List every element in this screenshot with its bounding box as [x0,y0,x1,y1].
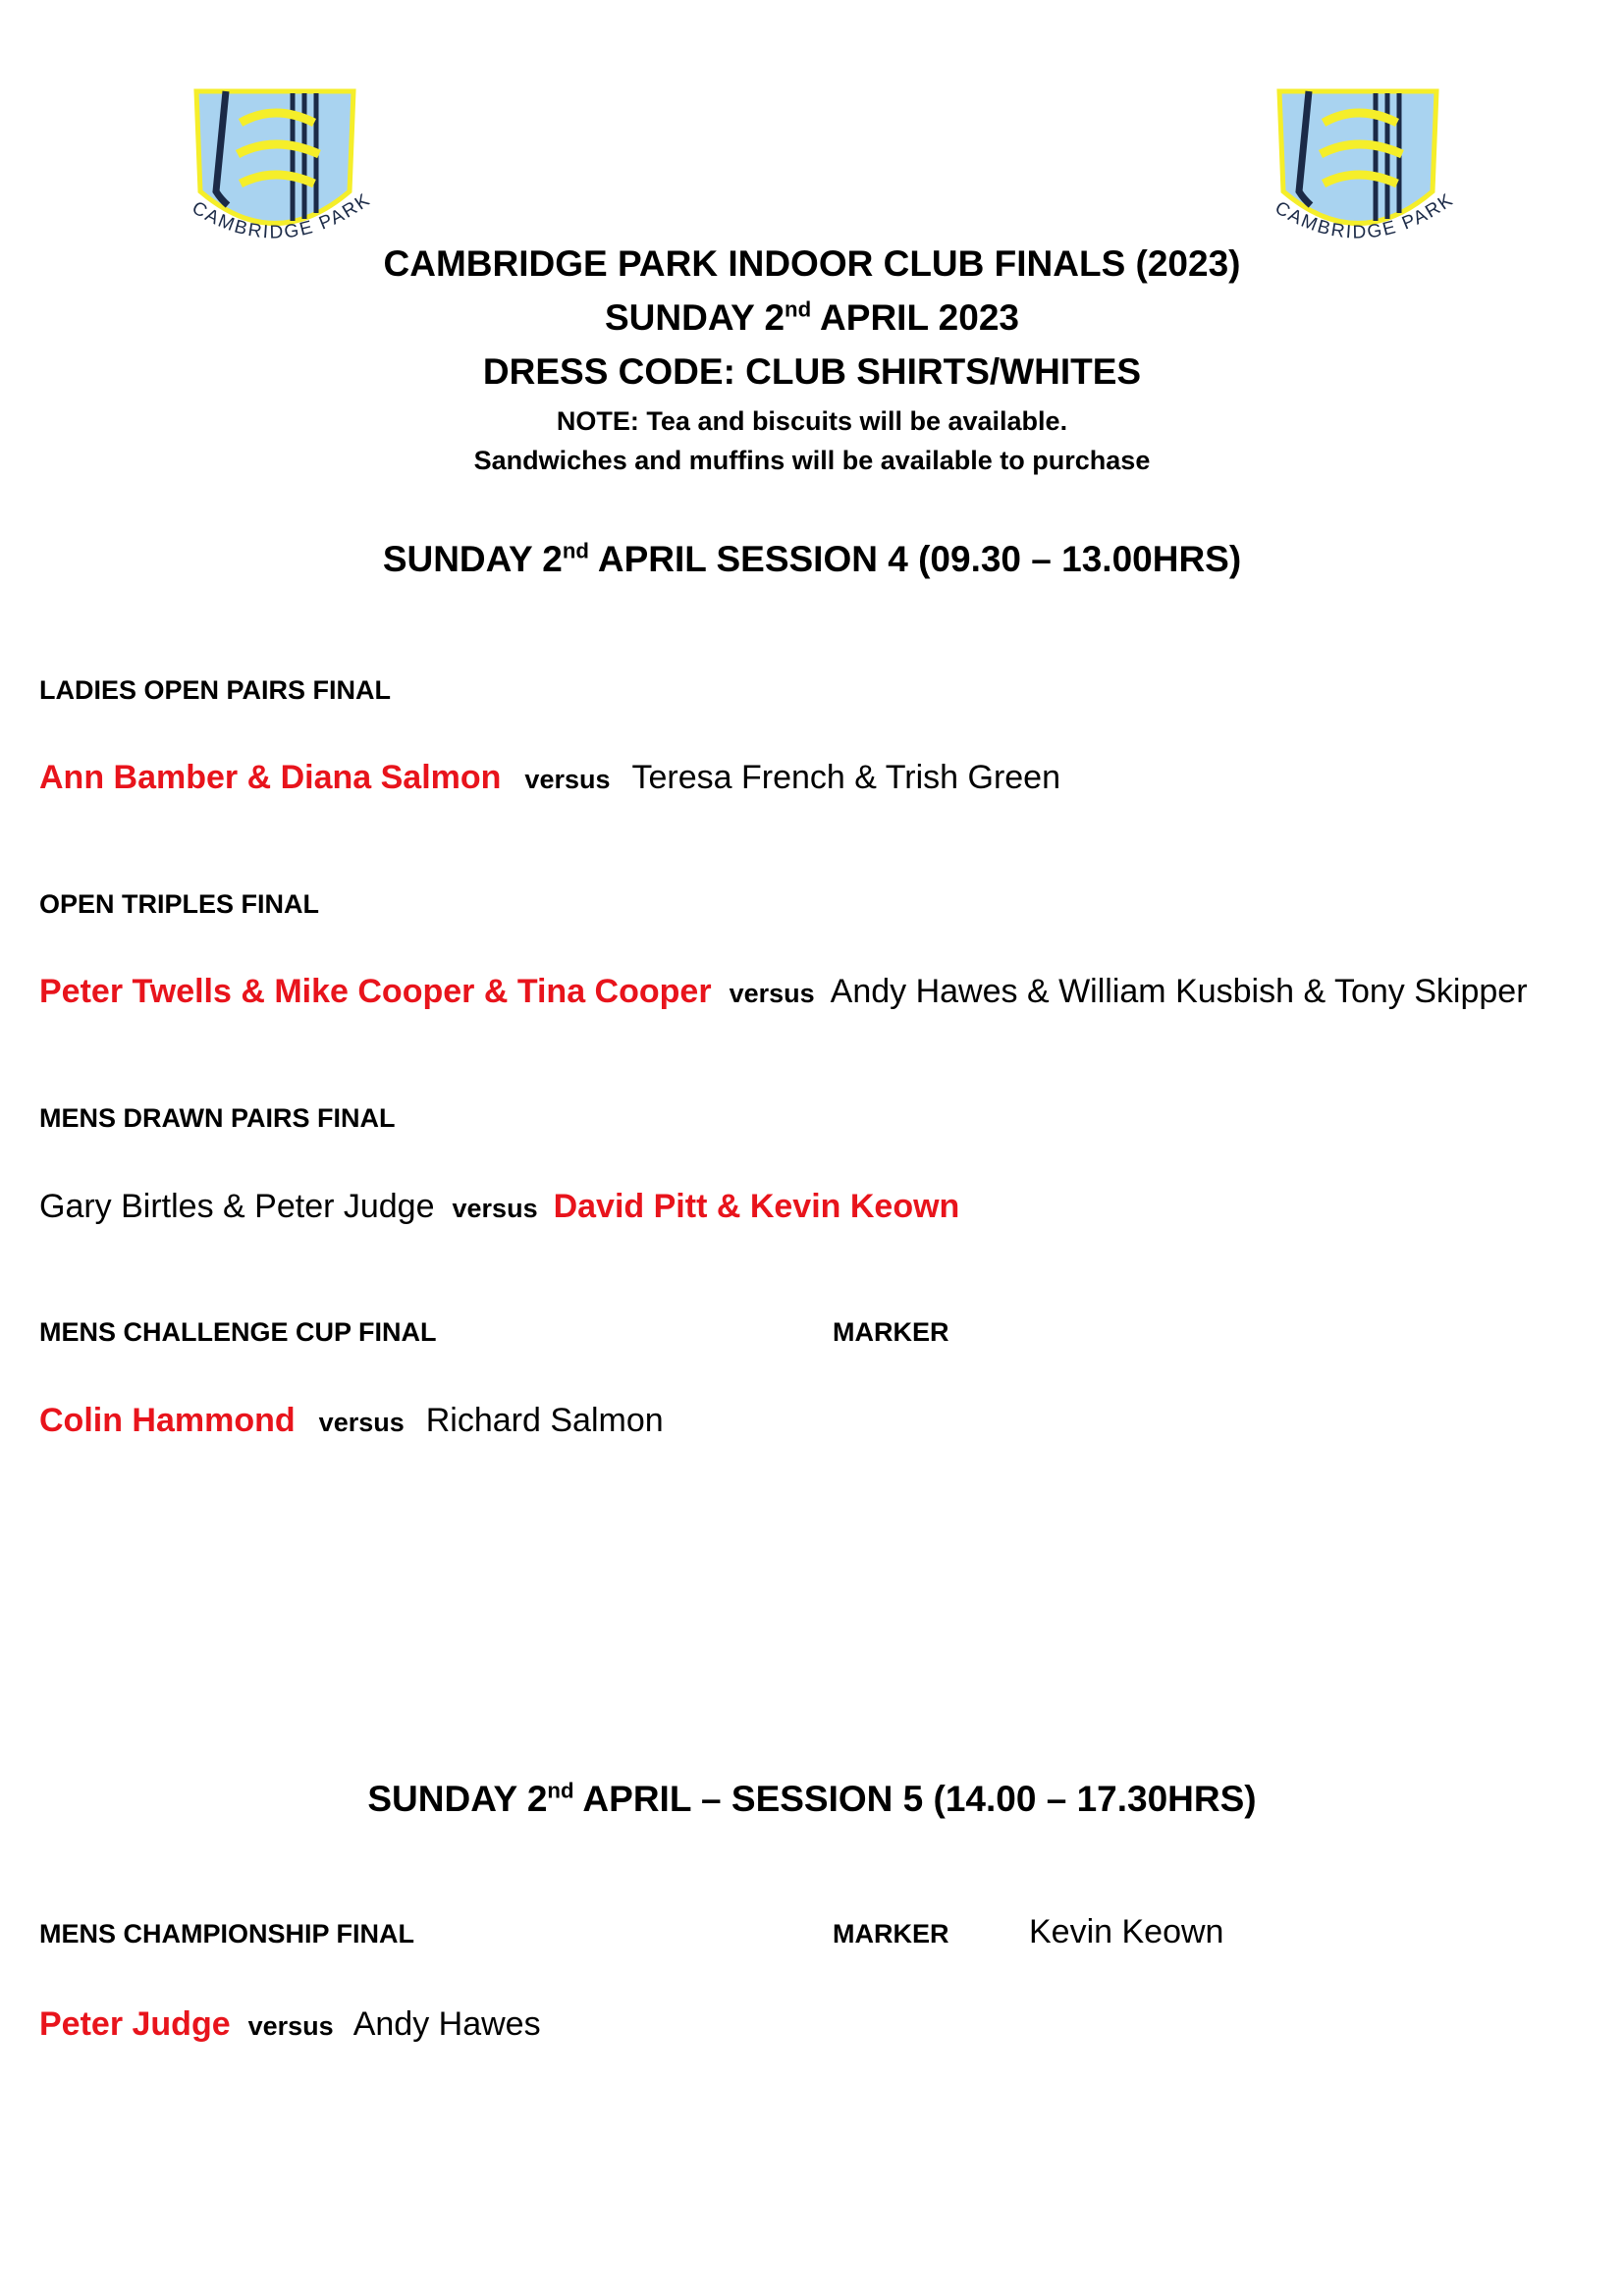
note-refreshments: NOTE: Tea and biscuits will be available. [556,406,1068,436]
opponent-team: Gary Birtles & Peter Judge [39,1188,435,1225]
page-title: CAMBRIDGE PARK INDOOR CLUB FINALS (2023) [383,243,1241,284]
winner-team: Colin Hammond [39,1402,296,1439]
final-match [39,759,1060,797]
final-title: LADIES OPEN PAIRS FINAL [39,675,392,705]
opponent-team: Andy Hawes [352,2005,541,2043]
final-title: OPEN TRIPLES FINAL [39,889,320,919]
final-title: MENS CHAMPIONSHIP FINAL [39,1919,415,1949]
versus-label: versus [318,1408,405,1437]
marker-label: MARKER [833,1317,949,1347]
opponent-team: Teresa French & Trish Green [631,759,1061,796]
final-match [39,2005,541,2044]
svg-text:CAMBRIDGE PARK B.C.: CAMBRIDGE PARK [1271,188,1458,243]
marker-label: MARKER [833,1919,949,1949]
marker-name: Kevin Keown [1029,1913,1224,1950]
winner-team: Peter Judge [39,2005,231,2043]
winner-team: Peter Twells & Mike Cooper & Tina Cooper [39,973,712,1010]
session-5-heading: SUNDAY 2nd APRIL – SESSION 5 (14.00 – 17.30HRS) [367,1778,1257,1819]
club-logo-left [147,83,403,260]
final-title: MENS CHALLENGE CUP FINAL [39,1317,437,1347]
session-4-heading: SUNDAY 2nd APRIL SESSION 4 (09.30 – 13.00HRS) [382,538,1242,579]
svg-text:CAMBRIDGE PARK B.C.: CAMBRIDGE PARK [188,188,375,243]
winner-team: Ann Bamber & Diana Salmon [39,759,502,796]
final-match [39,973,1528,1011]
dress-code: DRESS CODE: CLUB SHIRTS/WHITES [482,351,1142,392]
final-match [39,1188,959,1226]
winner-team: David Pitt & Kevin Keown [553,1188,960,1225]
final-title: MENS DRAWN PAIRS FINAL [39,1103,396,1133]
event-date: SUNDAY 2nd APRIL 2023 [605,296,1019,338]
opponent-team: Andy Hawes & William Kusbish & Tony Skipper [830,973,1528,1010]
versus-label: versus [729,979,815,1008]
versus-label: versus [247,2011,334,2041]
opponent-team: Richard Salmon [425,1402,664,1439]
versus-label: versus [452,1194,538,1223]
final-match [39,1402,664,1440]
club-logo-right [1230,83,1486,260]
versus-label: versus [524,765,611,794]
note-purchase: Sandwiches and muffins will be available to purchase [473,446,1151,475]
